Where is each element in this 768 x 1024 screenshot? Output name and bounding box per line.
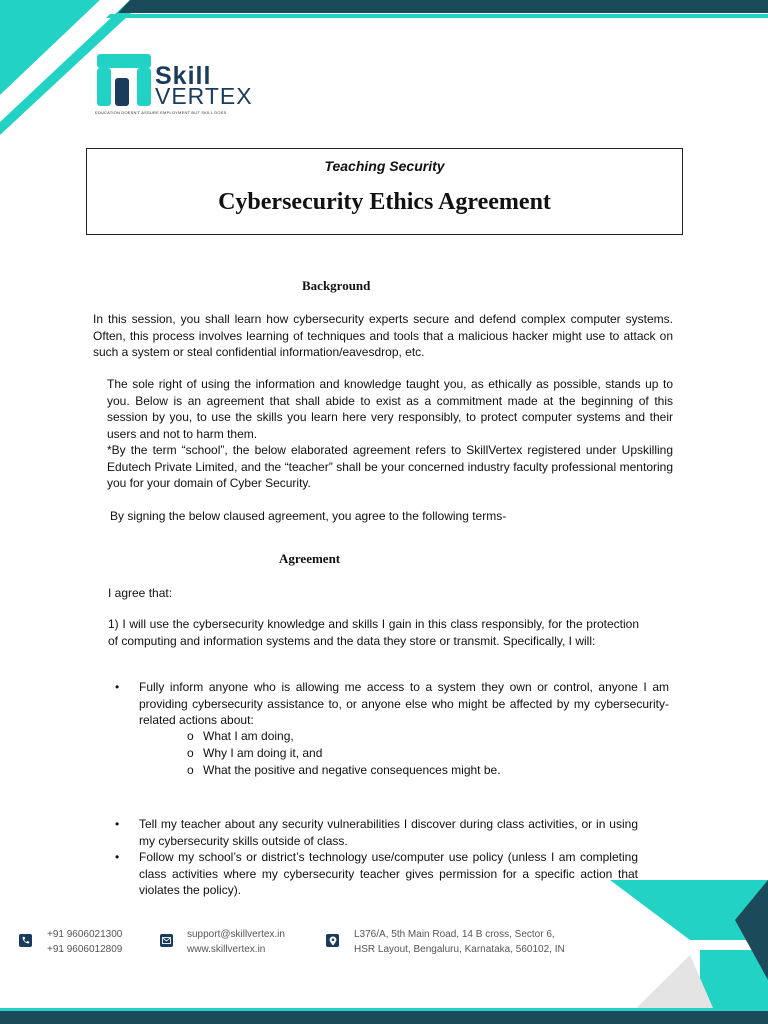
brand-logo xyxy=(95,52,265,116)
footer-address-line-1: L376/A, 5th Main Road, 14 B cross, Sector 6, xyxy=(354,929,555,940)
background-paragraph-3: *By the term “school”, the below elaborated agreement refers to SkillVertex registered under Upskilling Edutech Private Limited, and the “teacher” shall be your concerned industry faculty professional mentoring you for your domain of Cyber Security. xyxy=(107,443,673,490)
footer-address-line-2: HSR Layout, Bengaluru, Karnataka, 560102, IN xyxy=(354,944,565,955)
footer-email-link[interactable]: support@skillvertex.in xyxy=(187,929,285,940)
mail-icon xyxy=(160,934,173,947)
brand-name-top: Skill xyxy=(155,62,212,90)
title-box xyxy=(86,148,683,235)
list-item: o What I am doing, xyxy=(203,728,603,745)
location-pin-icon xyxy=(326,934,339,947)
agreement-bullet-list-2 xyxy=(139,816,638,899)
document-title: Cybersecurity Ethics Agreement xyxy=(218,189,551,215)
background-paragraph-2: The sole right of using the information and knowledge taught you, as ethically as possible, stands up to you. Below is an agreement that shall abide to exist as a commitment made at the beginning of this session by you, to use the skills you learn here very responsibly, to protect computer systems and their users and not to harm them. xyxy=(107,377,673,441)
list-item: • Tell my teacher about any security vulnerabilities I discover during class activities, or in using my cybersecurity skills outside of class. xyxy=(139,816,638,849)
agreement-bullet-list-1 xyxy=(139,679,669,729)
footer-phone-1[interactable]: +91 9606021300 xyxy=(47,929,123,940)
phone-icon xyxy=(19,934,32,947)
brand-name-bottom: VERTEX xyxy=(155,83,253,109)
document-subtitle: Teaching Security xyxy=(324,158,445,174)
background-paragraph-4: By signing the below claused agreement, you agree to the following terms- xyxy=(110,509,507,523)
footer-website-link[interactable]: www.skillvertex.in xyxy=(187,944,266,955)
brand-tagline: EDUCATION DOESN'T ASSURE EMPLOYMENT BUT SKILL DOES xyxy=(95,110,227,115)
background-heading: Background xyxy=(302,278,371,293)
agreement-heading: Agreement xyxy=(279,551,341,566)
agreement-intro: I agree that: xyxy=(108,586,173,600)
agreement-sub-list xyxy=(203,728,603,779)
footer-phone-2[interactable]: +91 9606012809 xyxy=(47,944,123,955)
agreement-clause-1: 1) I will use the cybersecurity knowledge and skills I gain in this class responsibly, for the protection of computing and information systems and the data they store or transmit. Specifically, I will: xyxy=(108,617,639,648)
background-paragraph-1: In this session, you shall learn how cybersecurity experts secure and defend complex computer systems. Often, this process involves learning of techniques and tools that a malicious hacker might use to attack on such a system or steal confidential information/eavesdrop, etc. xyxy=(93,312,673,359)
list-item: • Fully inform anyone who is allowing me access to a system they own or control, anyone I am providing cybersecurity assistance to, or anyone else who might be affected by my cybersecurity-related actions about: xyxy=(139,679,669,729)
skillvertex-logo-mark-icon xyxy=(95,52,153,108)
list-item: o Why I am doing it, and xyxy=(203,745,603,762)
list-item: • Follow my school’s or district’s technology use/computer use policy (unless I am completing class activities where my cybersecurity teacher gives permission for a specific action that violates the policy). xyxy=(139,849,638,899)
list-item: o What the positive and negative consequences might be. xyxy=(203,762,603,779)
